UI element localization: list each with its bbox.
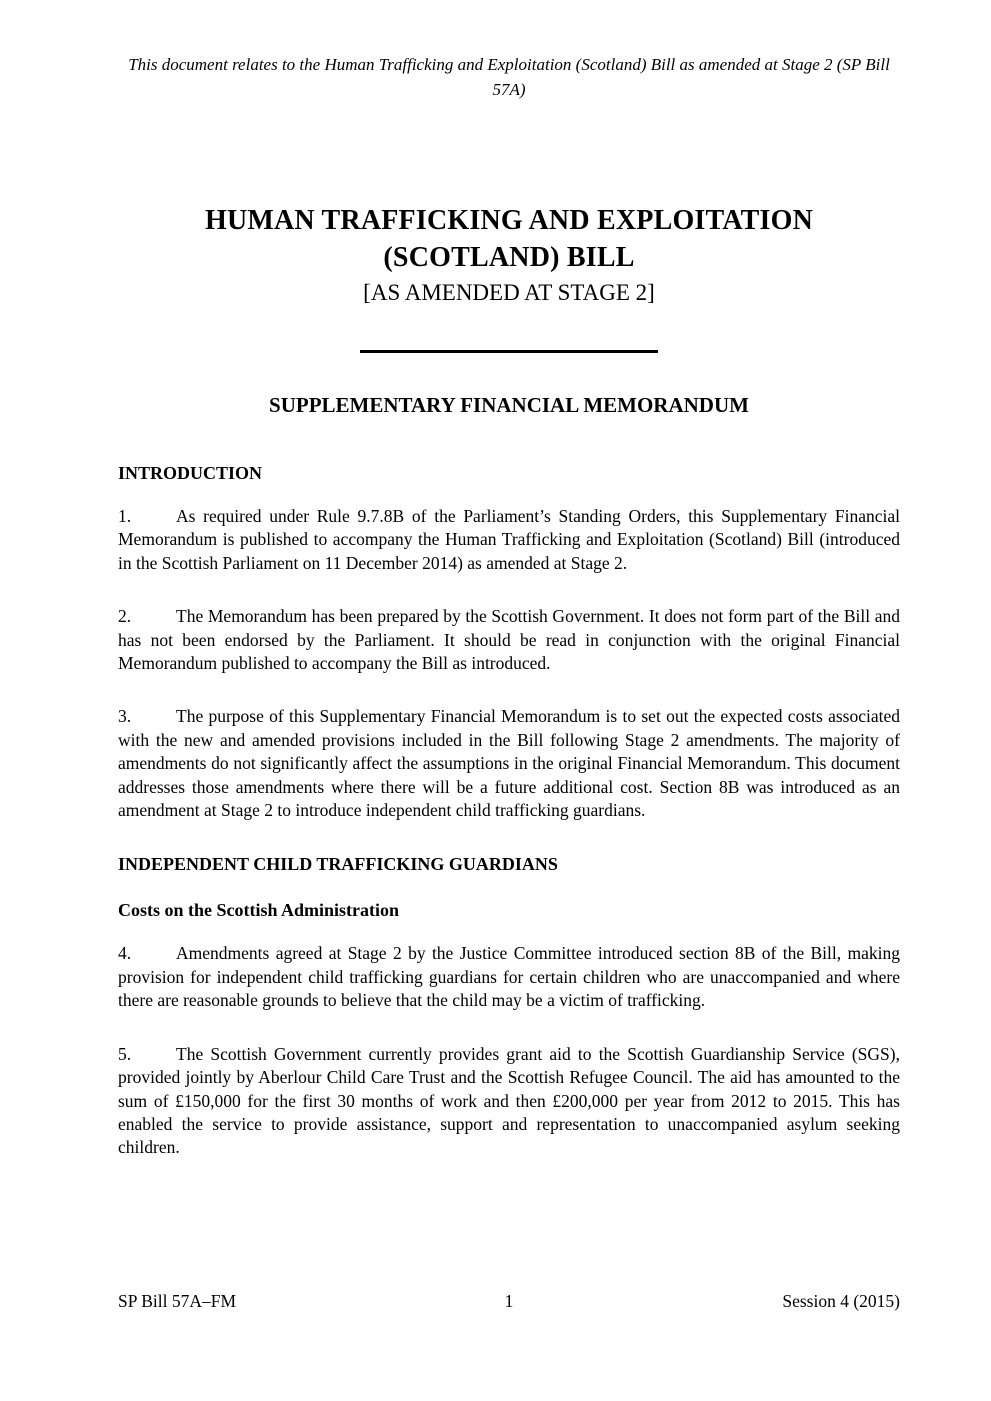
bill-title-line-2: (SCOTLAND) BILL	[383, 242, 635, 273]
paragraph-3	[118, 705, 900, 822]
divider-rule	[360, 350, 658, 353]
title-block	[118, 202, 900, 310]
footer-session: Session 4 (2015)	[782, 1291, 900, 1311]
section-heading-guardians: INDEPENDENT CHILD TRAFFICKING GUARDIANS	[118, 854, 558, 875]
paragraph-number: 4.	[118, 943, 132, 964]
paragraph-number: 1.	[118, 506, 132, 526]
paragraph-text: Amendments agreed at Stage 2 by the Justice Committee introduced section 8B of the Bill, making provision for independent child trafficking guardians for certain children who are unaccompanied and where there are reasonable grounds to believe that the child may be a victim of trafficking.	[118, 943, 900, 1011]
paragraph-5	[118, 1043, 900, 1160]
header-note: This document relates to the Human Trafficking and Exploitation (Scotland) Bill as amended at Stage 2 (SP Bill 57A)	[128, 55, 890, 99]
section-guardians	[118, 852, 900, 1159]
paragraph-text: As required under Rule 9.7.8B of the Parliament’s Standing Orders, this Supplementary Financial Memorandum is published to accompany the Human Trafficking and Exploitation (Scotland) Bill (introduced in the Scottish Parliament on 11 December 2014) as amended at Stage 2.	[118, 506, 900, 573]
sub-heading-costs: Costs on the Scottish Administration	[118, 900, 400, 921]
bill-title-stage: [AS AMENDED AT STAGE 2]	[363, 280, 655, 305]
section-introduction	[118, 461, 900, 822]
document-subtitle: SUPPLEMENTARY FINANCIAL MEMORANDUM	[269, 393, 749, 417]
footer-bill-reference: SP Bill 57A–FM	[118, 1291, 237, 1311]
paragraph-text: The purpose of this Supplementary Financial Memorandum is to set out the expected costs associated with the new and amended provisions included in the Bill following Stage 2 amendments. The majority of amendments do not significantly affect the assumptions in the original Financial Memorandum. This document addresses those amendments where there will be a future additional cost. Section 8B was introduced as an amendment at Stage 2 to introduce independent child trafficking guardians.	[118, 706, 900, 821]
paragraph-number: 3.	[118, 706, 132, 727]
footer-page-number: 1	[504, 1291, 514, 1311]
paragraph-number: 2.	[118, 606, 132, 627]
paragraph-text: The Scottish Government currently provides grant aid to the Scottish Guardianship Service (SGS), provided jointly by Aberlour Child Care Trust and the Scottish Refugee Council. The aid has amounted to the sum of £150,000 for the first 30 months of work and then £200,000 per year from 2012 to 2015. This has enabled the service to provide assistance, support and representation to unaccompanied asylum seeking children.	[118, 1043, 900, 1158]
section-heading-introduction: INTRODUCTION	[118, 463, 263, 483]
paragraph-1	[118, 505, 900, 575]
paragraph-4	[118, 942, 900, 1012]
paragraph-number: 5.	[118, 1043, 132, 1064]
paragraph-text: The Memorandum has been prepared by the Scottish Government. It does not form part of the Bill and has not been endorsed by the Parliament. It should be read in conjunction with the original Financial Memorandum published to accompany the Bill as introduced.	[118, 606, 900, 674]
paragraph-2	[118, 605, 900, 675]
bill-title-line-1: HUMAN TRAFFICKING AND EXPLOITATION	[204, 205, 814, 236]
